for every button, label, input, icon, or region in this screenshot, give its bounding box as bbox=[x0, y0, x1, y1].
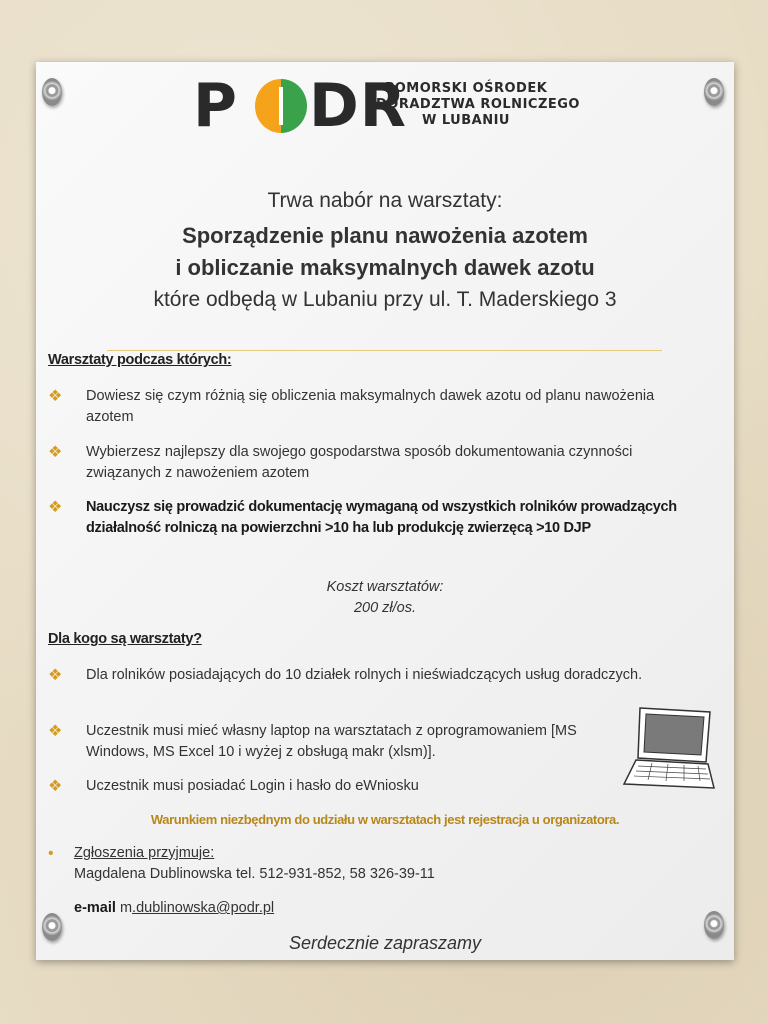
section-benefits-list bbox=[48, 386, 688, 586]
list-item-text: Dla rolników posiadających do 10 działek rolnych i nieświadczących usług doradczych. bbox=[86, 667, 643, 683]
divider bbox=[107, 350, 662, 351]
logo-org-name bbox=[376, 81, 580, 129]
pushpin-icon bbox=[42, 78, 62, 106]
title-intro: Trwa nabór na warsztaty: bbox=[267, 189, 503, 212]
diamond-bullet-icon: ❖ bbox=[48, 667, 63, 684]
logo-org-line2: DORADZTWA ROLNICZEGO bbox=[376, 97, 580, 112]
logo-wheat-circle-icon bbox=[255, 79, 307, 133]
title-location: które odbędą w Lubaniu przy ul. T. Maderskiego 3 bbox=[153, 288, 617, 311]
logo-letters-dr: DR bbox=[309, 71, 408, 141]
section-audience-heading: Dla kogo są warsztaty? bbox=[48, 631, 202, 647]
diamond-bullet-icon: ❖ bbox=[48, 388, 63, 405]
email-line bbox=[74, 898, 714, 919]
contact-person: Magdalena Dublinowska tel. 512-931-852, 58 326-39-11 bbox=[74, 866, 435, 882]
cost-value: 200 zł/os. bbox=[353, 600, 417, 616]
email-label: e-mail bbox=[74, 900, 116, 916]
diamond-bullet-icon: ❖ bbox=[48, 499, 63, 516]
section-benefits-heading: Warsztaty podczas których: bbox=[48, 352, 232, 368]
logo-org-line3: W LUBANIU bbox=[422, 113, 510, 128]
email-link[interactable]: .dublinowska@podr.pl bbox=[132, 900, 275, 916]
diamond-bullet-icon: ❖ bbox=[48, 444, 63, 461]
list-item-text: Wybierzesz najlepszy dla swojego gospodarstwa sposób dokumentowania czynności związanych z nawożeniem azotem bbox=[86, 444, 633, 481]
title-block bbox=[36, 186, 734, 316]
logo-letter-p: P bbox=[193, 71, 238, 141]
diamond-bullet-icon: ❖ bbox=[48, 778, 63, 795]
podr-logo bbox=[193, 71, 580, 141]
list-item-text: Dowiesz się czym różnią się obliczenia maksymalnych dawek azotu od planu nawożenia azotem bbox=[86, 388, 655, 425]
title-main-line1: Sporządzenie planu nawożenia azotem bbox=[182, 223, 588, 248]
list-item-text: Uczestnik musi mieć własny laptop na warsztatach z oprogramowaniem [MS Windows, MS Excel 10 i wyżej z obsługą makr (xlsm)]. bbox=[86, 723, 577, 760]
section-benefits bbox=[48, 352, 688, 368]
pushpin-icon bbox=[704, 78, 724, 106]
closing-text: Serdecznie zapraszamy bbox=[288, 933, 482, 953]
section-audience bbox=[48, 631, 688, 647]
logo-org-line1: POMORSKI OŚRODEK bbox=[384, 81, 548, 96]
contact-label-wrap bbox=[74, 843, 214, 864]
contact-label: Zgłoszenia przyjmuje: bbox=[74, 845, 215, 861]
section-audience-list bbox=[48, 665, 688, 805]
list-item-text: Uczestnik musi posiadać Login i hasło do eWniosku bbox=[86, 778, 419, 794]
contact-block bbox=[48, 843, 688, 903]
dot-bullet-icon: • bbox=[48, 845, 54, 862]
registration-condition: Warunkiem niezbędnym do udziału w warsztatach jest rejestracja u organizatora. bbox=[150, 812, 620, 827]
title-main-line2: i obliczanie maksymalnych dawek azotu bbox=[175, 255, 595, 280]
list-item-text: Nauczysz się prowadzić dokumentację wymaganą od wszystkich rolników prowadzących działalność rolniczą na powierzchni >10 ha lub produkcję zwierzęcą >10 DJP bbox=[86, 499, 677, 536]
cost-label: Koszt warsztatów: bbox=[326, 579, 444, 595]
email-prefix: m bbox=[119, 900, 133, 916]
laptop-icon bbox=[622, 704, 716, 794]
diamond-bullet-icon: ❖ bbox=[48, 723, 63, 740]
